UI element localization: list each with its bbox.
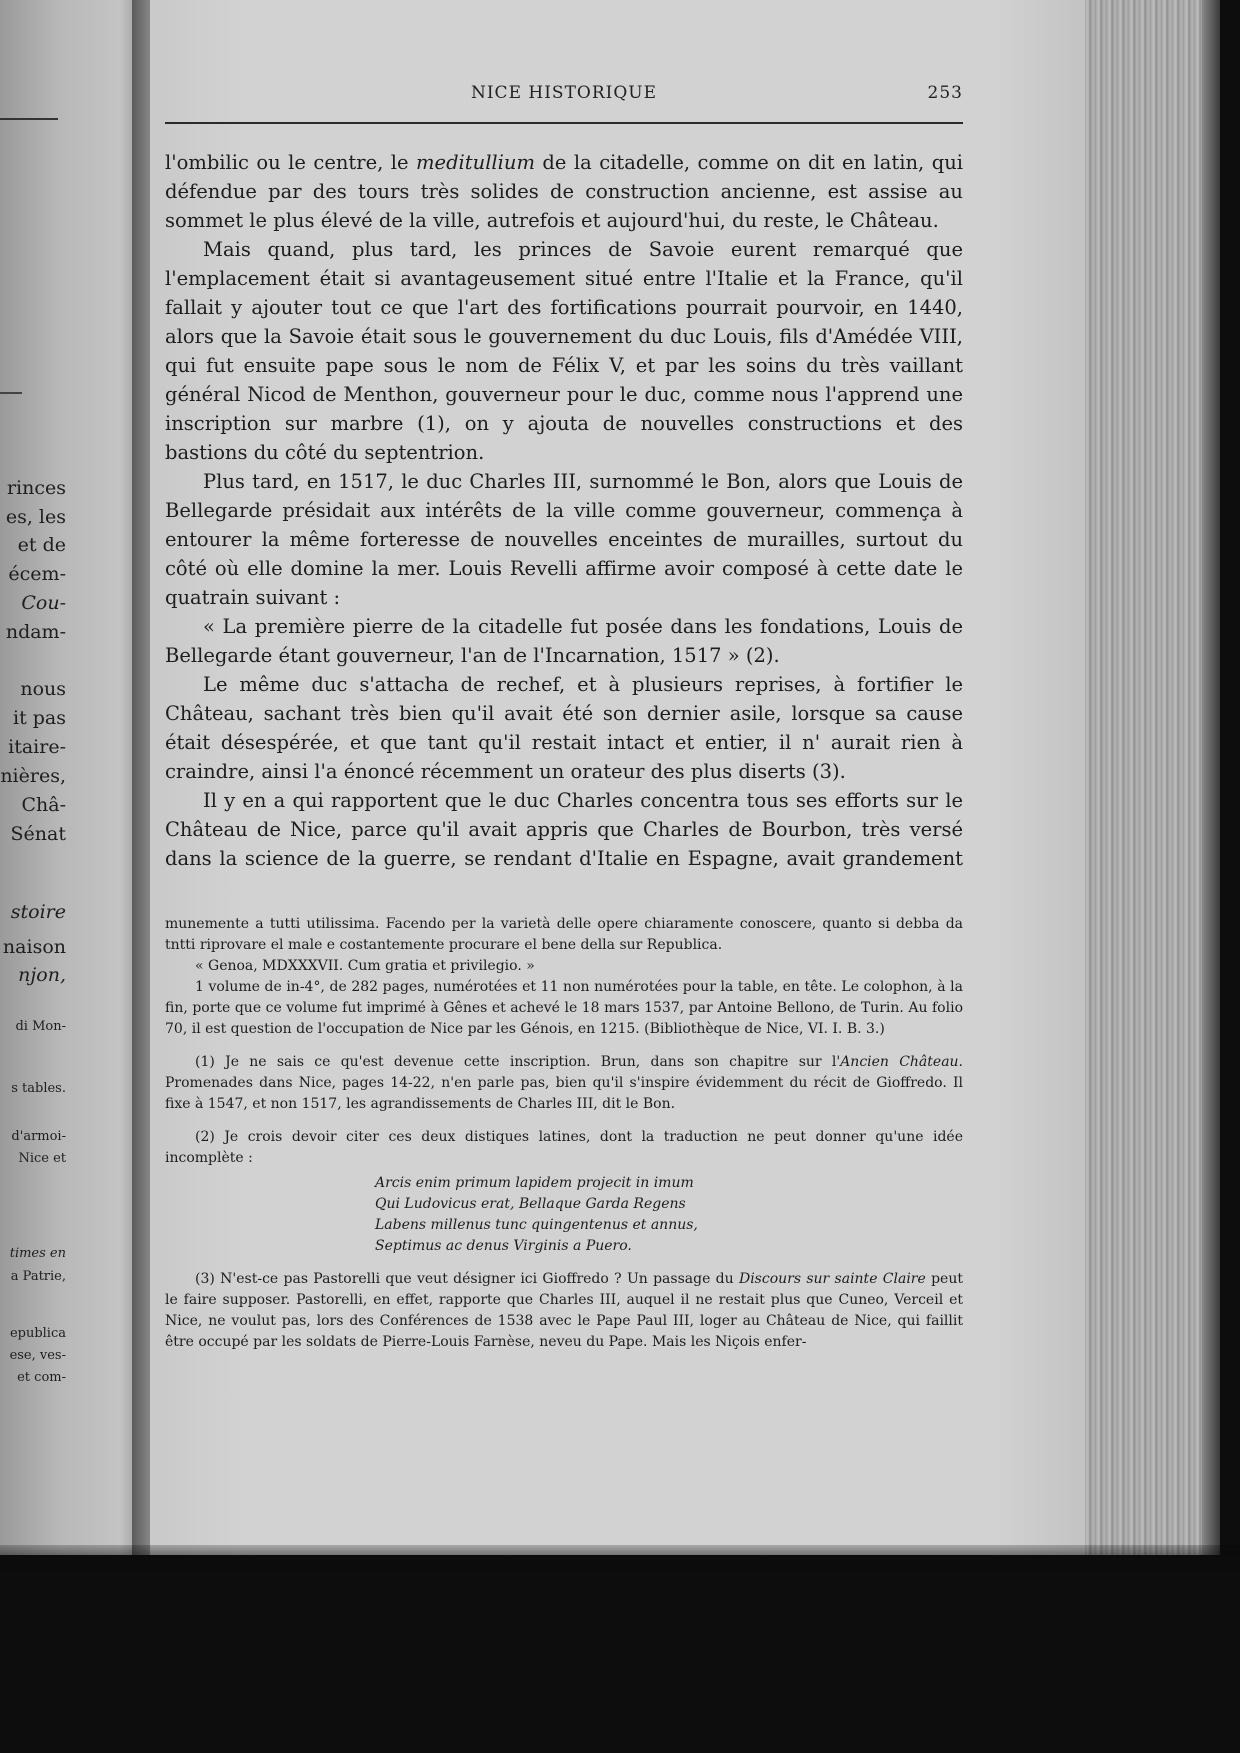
facing-note-fragment: d'armoi- (11, 1129, 66, 1144)
facing-fragment: itaire- (8, 736, 66, 758)
footnote-3: (3) N'est-ce pas Pastorelli que veut désigner ici Gioffredo ? Un passage du Discours sur sainte Claire peut le faire supposer. Pastorelli, en effet, rapporte que Charles III, auquel il ne restait plus que Cuneo, Verceil et Nice, ne voulut pas, lors des Conférences de 1538 avec le Pape Paul III, loger au Château de Nice, qui faillit être occupé par les soldats de Pierre-Louis Farnèse, neveu du Pape. Mais les Niçois enfer- (165, 1271, 963, 1350)
header-rule (165, 122, 963, 124)
page-number: 253 (927, 83, 963, 103)
facing-fragment: it pas (13, 707, 66, 729)
quoted-quatrain: « La première pierre de la citadelle fut posée dans les fondations, Louis de Bellegarde étant gouverneur, l'an de l'Incarnation, 1517 » (2). (165, 615, 963, 667)
facing-page-header-rule (0, 118, 58, 120)
facing-note-fragment: s tables. (11, 1081, 66, 1096)
running-header (165, 83, 963, 105)
paragraph: Il y en a qui rapportent que le duc Charles concentra tous ses efforts sur le Château de Nice, parce qu'il avait appris que Charles de Bourbon, très versé dans la science de la guerre, se rendant d'Italie en Espagne, avait grandement (165, 789, 963, 870)
facing-note-fragment: epublica (9, 1326, 66, 1341)
paragraph: Mais quand, plus tard, les princes de Savoie eurent remarqué que l'emplacement était si avantageusement situé entre l'Italie et la France, qu'il fallait y ajouter tout ce que l'art des fortifications pourrait pourvoir, en 1440, alors que la Savoie était sous le gouvernement du duc Louis, fils d'Amédée VIII, qui fut ensuite pape sous le nom de Félix V, et par les soins du très vaillant général Nicod de Menthon, gouverneur pour le duc, comme nous l'apprend une inscription sur marbre (1), on y ajouta de nouvelles constructions et des bastions du côté du septentrion. (165, 238, 963, 464)
facing-fragment: rinces (6, 477, 66, 499)
paragraph: Plus tard, en 1517, le duc Charles III, surnommé le Bon, alors que Louis de Bellegarde présidait aux intérêts de la ville comme gouverneur, commença à entourer la même forteresse de nouvelles enceintes de murailles, surtout du côté où elle domine la mer. Louis Revelli affirme avoir composé à cette date le quatrain suivant : (165, 470, 963, 609)
facing-fragment: naison (2, 936, 66, 958)
facing-fragment: Cou- (21, 592, 66, 614)
facing-note-fragment: times en (9, 1246, 66, 1261)
latin-verse (375, 1173, 963, 1257)
bottom-shadow (0, 1545, 1240, 1575)
paragraph: l'ombilic ou le centre, le meditullium de la citadelle, comme on dit en latin, qui défendue par des tours très solides de construction ancienne, est assise au sommet le plus élevé de la ville, autrefois et aujourd'hui, du reste, le Château. (165, 151, 963, 232)
facing-fragment: écem- (8, 563, 66, 585)
facing-fragment: Sénat (10, 823, 66, 845)
footnote-2: (2) Je crois devoir citer ces deux distiques latines, dont la traduction ne peut donner qu'une idée incomplète : (165, 1129, 963, 1166)
footnote-continuation: « Genoa, MDXXXVII. Cum gratia et privilegio. » (195, 958, 535, 974)
verse-line: Arcis enim primum lapidem projecit in imum (375, 1175, 694, 1191)
facing-note-fragment: di Mon- (15, 1019, 66, 1034)
page-edges (1085, 0, 1220, 1555)
facing-fragment: nous (20, 678, 66, 700)
facing-fragment: nières, (0, 765, 66, 787)
running-title: NICE HISTORIQUE (470, 83, 658, 103)
facing-note-fragment: a Patrie, (10, 1269, 66, 1284)
paragraph: Le même duc s'attacha de rechef, et à plusieurs reprises, à fortifier le Château, sachant très bien qu'il avait été son dernier asile, lorsque sa cause était désespérée, et que tant qu'il restait intact et entier, il n' aurait rien à craindre, ainsi l'a énoncé récemment un orateur des plus diserts (3). (165, 673, 963, 783)
facing-fragment: stoire (10, 901, 66, 923)
facing-fragment: ndam- (5, 621, 66, 643)
footnote-1: (1) Je ne sais ce qu'est devenue cette inscription. Brun, dans son chapitre sur l'Ancien Château. Promenades dans Nice, pages 14-22, n'en parle pas, bien qu'il s'inspire évidemment du récit de Gioffredo. Il fixe à 1547, et non 1517, les agrandissements de Charles III, dit le Bon. (165, 1054, 964, 1112)
main-text (165, 148, 963, 873)
facing-note-fragment: et com- (17, 1370, 66, 1385)
verse-line: Labens millenus tunc quingentenus et annus, (375, 1217, 698, 1233)
verse-line: Qui Ludovicus erat, Bellaque Garda Regens (375, 1196, 686, 1212)
facing-fragment: Châ- (21, 794, 66, 816)
facing-fragment: njon, (18, 964, 66, 986)
facing-note-fragment: ese, ves- (9, 1348, 66, 1363)
verse-line: Septimus ac denus Virginis a Puero. (375, 1238, 632, 1254)
facing-fragment: es, les (5, 506, 66, 528)
facing-fragment: et de (17, 534, 66, 556)
facing-note-fragment: Nice et (18, 1151, 66, 1166)
footnote-continuation: 1 volume de in-4°, de 282 pages, numérotées et 11 non numérotées pour la table, en tête. Le colophon, à la fin, porte que ce volume fut imprimé à Gênes et achevé le 18 mars 1537, par Antoine Bellono, de Turin. Au folio 70, il est question de l'occupation de Nice par les Génois, en 1215. (Bibliothèque de Nice, VI. I. B. 3.) (165, 979, 963, 1037)
footnote-continuation: munemente a tutti utilissima. Facendo per la varietà delle opere chiaramente conoscere, quanto si debba da tntti riprovare el male e costantemente procurare el bene della sur Republica. (165, 916, 963, 953)
facing-page-edge (0, 0, 150, 1555)
facing-page-dash (0, 392, 22, 394)
footnotes (165, 914, 963, 1353)
